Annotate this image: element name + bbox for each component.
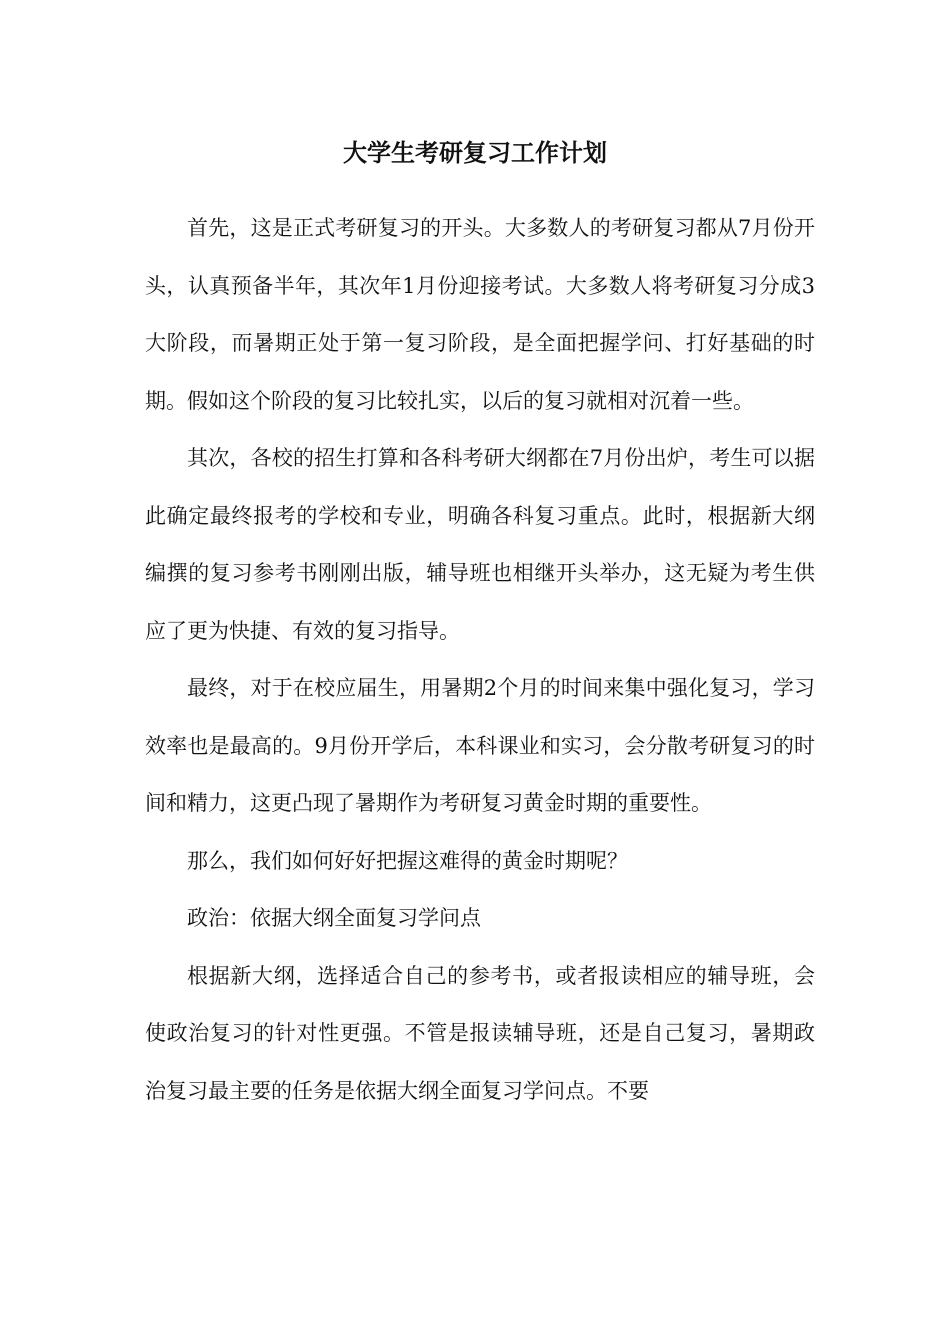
paragraph-6: 根据新大纲，选择适合自己的参考书，或者报读相应的辅导班，会使政治复习的针对性更强。不管是报读辅导班，还是自己复习，暑期政治复习最主要的任务是依据大纲全面复习学问点。不要 (145, 963, 815, 1103)
paragraph-4: 那么，我们如何好好把握这难得的黄金时期呢？ (187, 848, 628, 873)
document-body (145, 200, 815, 1120)
paragraph-3: 最终，对于在校应届生，用暑期2个月的时间来集中强化复习，学习效率也是最高的。9月份开学后，本科课业和实习，会分散考研复习的时间和精力，这更凸现了暑期作为考研复习黄金时期的重要性。 (145, 676, 815, 815)
document-title: 大学生考研复习工作计划 (343, 138, 607, 167)
paragraph-5-heading: 政治：依据大纲全面复习学问点 (187, 906, 481, 930)
paragraph-1: 首先，这是正式考研复习的开头。大多数人的考研复习都从7月份开头，认真预备半年，其次年1月份迎接考试。大多数人将考研复习分成3大阶段，而暑期正处于第一复习阶段，是全面把握学问、打好基础的时期。假如这个阶段的复习比较扎实，以后的复习就相对沉着一些。 (145, 216, 815, 413)
paragraph-2: 其次，各校的招生打算和各科考研大纲都在7月份出炉，考生可以据此确定最终报考的学校和专业，明确各科复习重点。此时，根据新大纲编撰的复习参考书刚刚出版，辅导班也相继开头举办，这无疑为考生供应了更为快捷、有效的复习指导。 (145, 446, 815, 643)
